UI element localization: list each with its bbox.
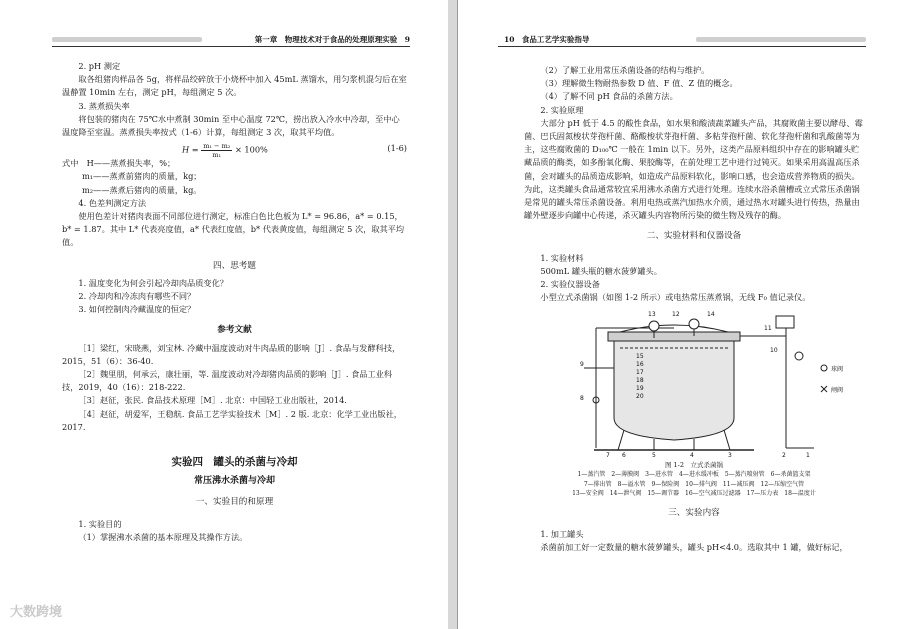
processing-title: 1. 加工罐头 [540, 529, 584, 540]
aim-4: （4）了解不同 pH 食品的杀菌方法。 [540, 91, 678, 102]
left-header-text: 第一章 物理技术对于食品的处理原理实验 9 [254, 35, 410, 44]
figure-callout-17: 17 [636, 369, 644, 377]
ph-title: 2. pH 测定 [78, 61, 121, 71]
figure-callout-5: 5 [652, 452, 656, 459]
processing-text: 杀菌前加工好一定数量的糖水菠萝罐头，罐头 pH<4.0。选取其中 1 罐，做好标记， [540, 542, 848, 553]
figure-callout-1: 1 [806, 452, 810, 459]
equation-numerator: m₁ − m₂ [203, 142, 231, 151]
equipment-title: 2. 实验仪器设备 [540, 279, 600, 290]
reference-2: ［2］魏里朋，何承云，康壮丽，等. 温度波动对冷却猪肉品质的影响［J］. 食品工业科技，2019，40（16）：218-222. [62, 369, 393, 393]
principle-title: 2. 实验原理 [540, 104, 584, 115]
left-page [0, 0, 449, 629]
book-gutter [448, 0, 457, 629]
reference-4: ［4］赵征，胡爱军，王稳航. 食品工艺学实验技术［M］. 2 版. 北京：化学工业出版社，2017. [62, 408, 402, 432]
right-running-header [498, 32, 866, 47]
aim-1: （1）掌握沸水杀菌的基本原理及其操作方法。 [78, 531, 248, 542]
left-body [62, 60, 407, 544]
figure-legend-3: 13—安全阀 14—泄气阀 15—调节器 16—空气减压过滤器 17—压力表 18—温度计 [572, 490, 816, 498]
question-3: 3. 如何控制肉冷藏温度的恒定？ [78, 304, 196, 315]
color-text: 使用色差计对猪肉表面不同部位进行测定，标准白色比色板为 L* = 96.86，a* = 0.15，b* = 1.87。其中 L* 代表亮度值，a* 代表红度值，b* 代表黄度值，每组测定 5 次，取其平均值。 [62, 211, 405, 248]
references-title: 参考文献 [217, 325, 252, 336]
figure-callout-20: 20 [636, 393, 644, 401]
equation-number: (1-6) [387, 143, 407, 154]
equation-rhs: × 100% [234, 144, 268, 155]
sterilizer-figure [524, 308, 864, 458]
question-1: 1. 温度变化为何会引起冷却肉品质变化？ [78, 277, 228, 288]
equation-fraction [201, 142, 232, 159]
reference-3: ［3］赵征，张民. 食品技术原理［M］. 北京：中国轻工业出版社，2014. [78, 395, 347, 406]
figure-callout-6: 6 [622, 452, 626, 459]
section-aim-principle: 一、实验目的和原理 [195, 497, 274, 508]
equation-lhs: H = [182, 144, 199, 155]
figure-callout-4: 4 [690, 452, 694, 459]
principle-text: 大部分 pH 低于 4.5 的酸性食品，如水果和酸渍蔬菜罐头产品，其腐败菌主要以酵母、霉菌、巴氏固氮梭状芽孢杆菌、酪酸梭状芽孢杆菌、多粘芽孢杆菌、软化芽孢杆菌和乳酸菌等为主，这些腐败菌的 D₁₀₀℃ 一般在 1min 以下。另外，这类产品原料组织中存在的影响罐头贮藏品质的酶类，如多酚氧化酶、果胶酶等，在前处理工艺中进行过钝灭。如果采用高温高压杀菌，会对罐头的品质造成影响，如造成产品原料软化，影响口感，也会造成营养物质的损失。为此，这类罐头食品通常较宜采用沸水杀菌方式进行处理。连续水浴杀菌槽或立式常压杀菌锅是常见的罐头常压杀菌设备。利用电热或蒸汽加热水介质，通过热水对罐头进行传热，热量由罐外壁逐步向罐中心传递，杀灭罐头内容物所污染的微生物及残存的酶。 [524, 117, 863, 221]
figure-caption: 图 1-2 立式杀菌锅 [664, 461, 724, 470]
reference-1: ［1］梁红，宋晓燕，刘宝林. 冷藏中温度波动对牛肉品质的影响［J］. 食品与发酵科技，2015，51（6）：36-40. [62, 342, 401, 366]
figure-callout-12: 12 [672, 311, 680, 319]
ph-text: 取各组猪肉样品各 5g，将样品绞碎放于小烧杯中加入 45mL 蒸馏水，用匀浆机混匀后在室温静置 10min 左右，测定 pH，每组测定 5 次。 [62, 74, 407, 98]
variable-m2: m₂——蒸煮后猪肉的质量，kg。 [82, 184, 202, 195]
experiment-title: 实验四 罐头的杀菌与冷却 [171, 456, 298, 469]
figure-legend-2: 7—排出管 8—溢水管 9—保险阀 10—排气阀 11—减压阀 12—压缩空气管 [583, 480, 805, 488]
aim-2: （2）了解工业用常压杀菌设备的结构与维护。 [540, 65, 710, 75]
figure-callout-16: 16 [636, 361, 644, 369]
figure-legend-1: 1—蒸汽管 2—薄膜阀 3—进水管 4—进水缓冲板 5—蒸汽喷射管 6—杀菌篮支架 [577, 471, 811, 479]
gate-valve-label: 闸阀 [831, 387, 844, 395]
right-header-text: 10 食品工艺学实验指导 [504, 35, 590, 44]
equation-formula [182, 142, 268, 159]
figure-callout-9: 9 [580, 361, 584, 369]
equation-1-6 [62, 139, 407, 160]
materials-title: 1. 实验材料 [540, 252, 584, 263]
ball-valve-label: 球阀 [831, 366, 844, 374]
right-body [524, 64, 864, 555]
variable-h-text: H——蒸煮损失率，%； [86, 158, 176, 169]
aim-title: 1. 实验目的 [78, 518, 122, 529]
aim-3: （3）理解微生物耐热参数 D 值、F 值、Z 值的概念。 [540, 78, 738, 89]
watermark-logo: 大数跨境 [10, 605, 63, 620]
figure-callout-10: 10 [770, 347, 778, 355]
equipment-text: 小型立式杀菌锅（如图 1-2 所示）或电热常压蒸煮锅，无线 F₀ 值记录仪。 [540, 292, 811, 303]
figure-callout-19: 19 [636, 385, 644, 393]
figure-callout-8: 8 [580, 395, 584, 403]
section-contents: 三、实验内容 [668, 507, 720, 518]
figure-callout-7: 7 [606, 452, 610, 459]
left-running-header [52, 32, 410, 47]
figure-callout-13: 13 [648, 311, 656, 319]
equation-denominator: m₁ [212, 151, 222, 160]
loss-text: 将包装的猪肉在 75℃水中煮制 30min 至中心温度 72℃，捞出放入冷水中冷却，至中心温度降至室温。蒸煮损失率按式（1-6）计算，每组测定 3 次，取其平均值。 [62, 113, 400, 138]
right-page [457, 0, 905, 629]
loss-title: 3. 蒸煮损失率 [78, 100, 130, 111]
materials-text: 500mL 罐头瓶的糖水菠萝罐头。 [540, 265, 662, 276]
section-materials: 二、实验材料和仪器设备 [646, 231, 742, 242]
think-title: 四、思考题 [213, 260, 256, 271]
figure-callout-18: 18 [636, 377, 644, 385]
sterilizer-diagram [524, 308, 864, 458]
question-2: 2. 冷却肉和冷冻肉有哪些不同？ [78, 291, 196, 302]
figure-callout-11: 11 [764, 325, 772, 333]
figure-callout-15: 15 [636, 353, 644, 361]
variable-m1: m₁——蒸煮前猪肉的质量，kg； [82, 171, 202, 182]
figure-callout-2: 2 [782, 452, 786, 459]
header-decoration-bar [696, 37, 866, 42]
experiment-subtitle: 常压沸水杀菌与冷却 [193, 476, 275, 487]
variable-prefix: 式中 [62, 158, 79, 169]
figure-callout-3: 3 [728, 452, 732, 459]
color-title: 4. 色差判测定方法 [78, 197, 147, 208]
figure-callout-14: 14 [707, 311, 715, 319]
header-decoration-bar [52, 37, 202, 42]
